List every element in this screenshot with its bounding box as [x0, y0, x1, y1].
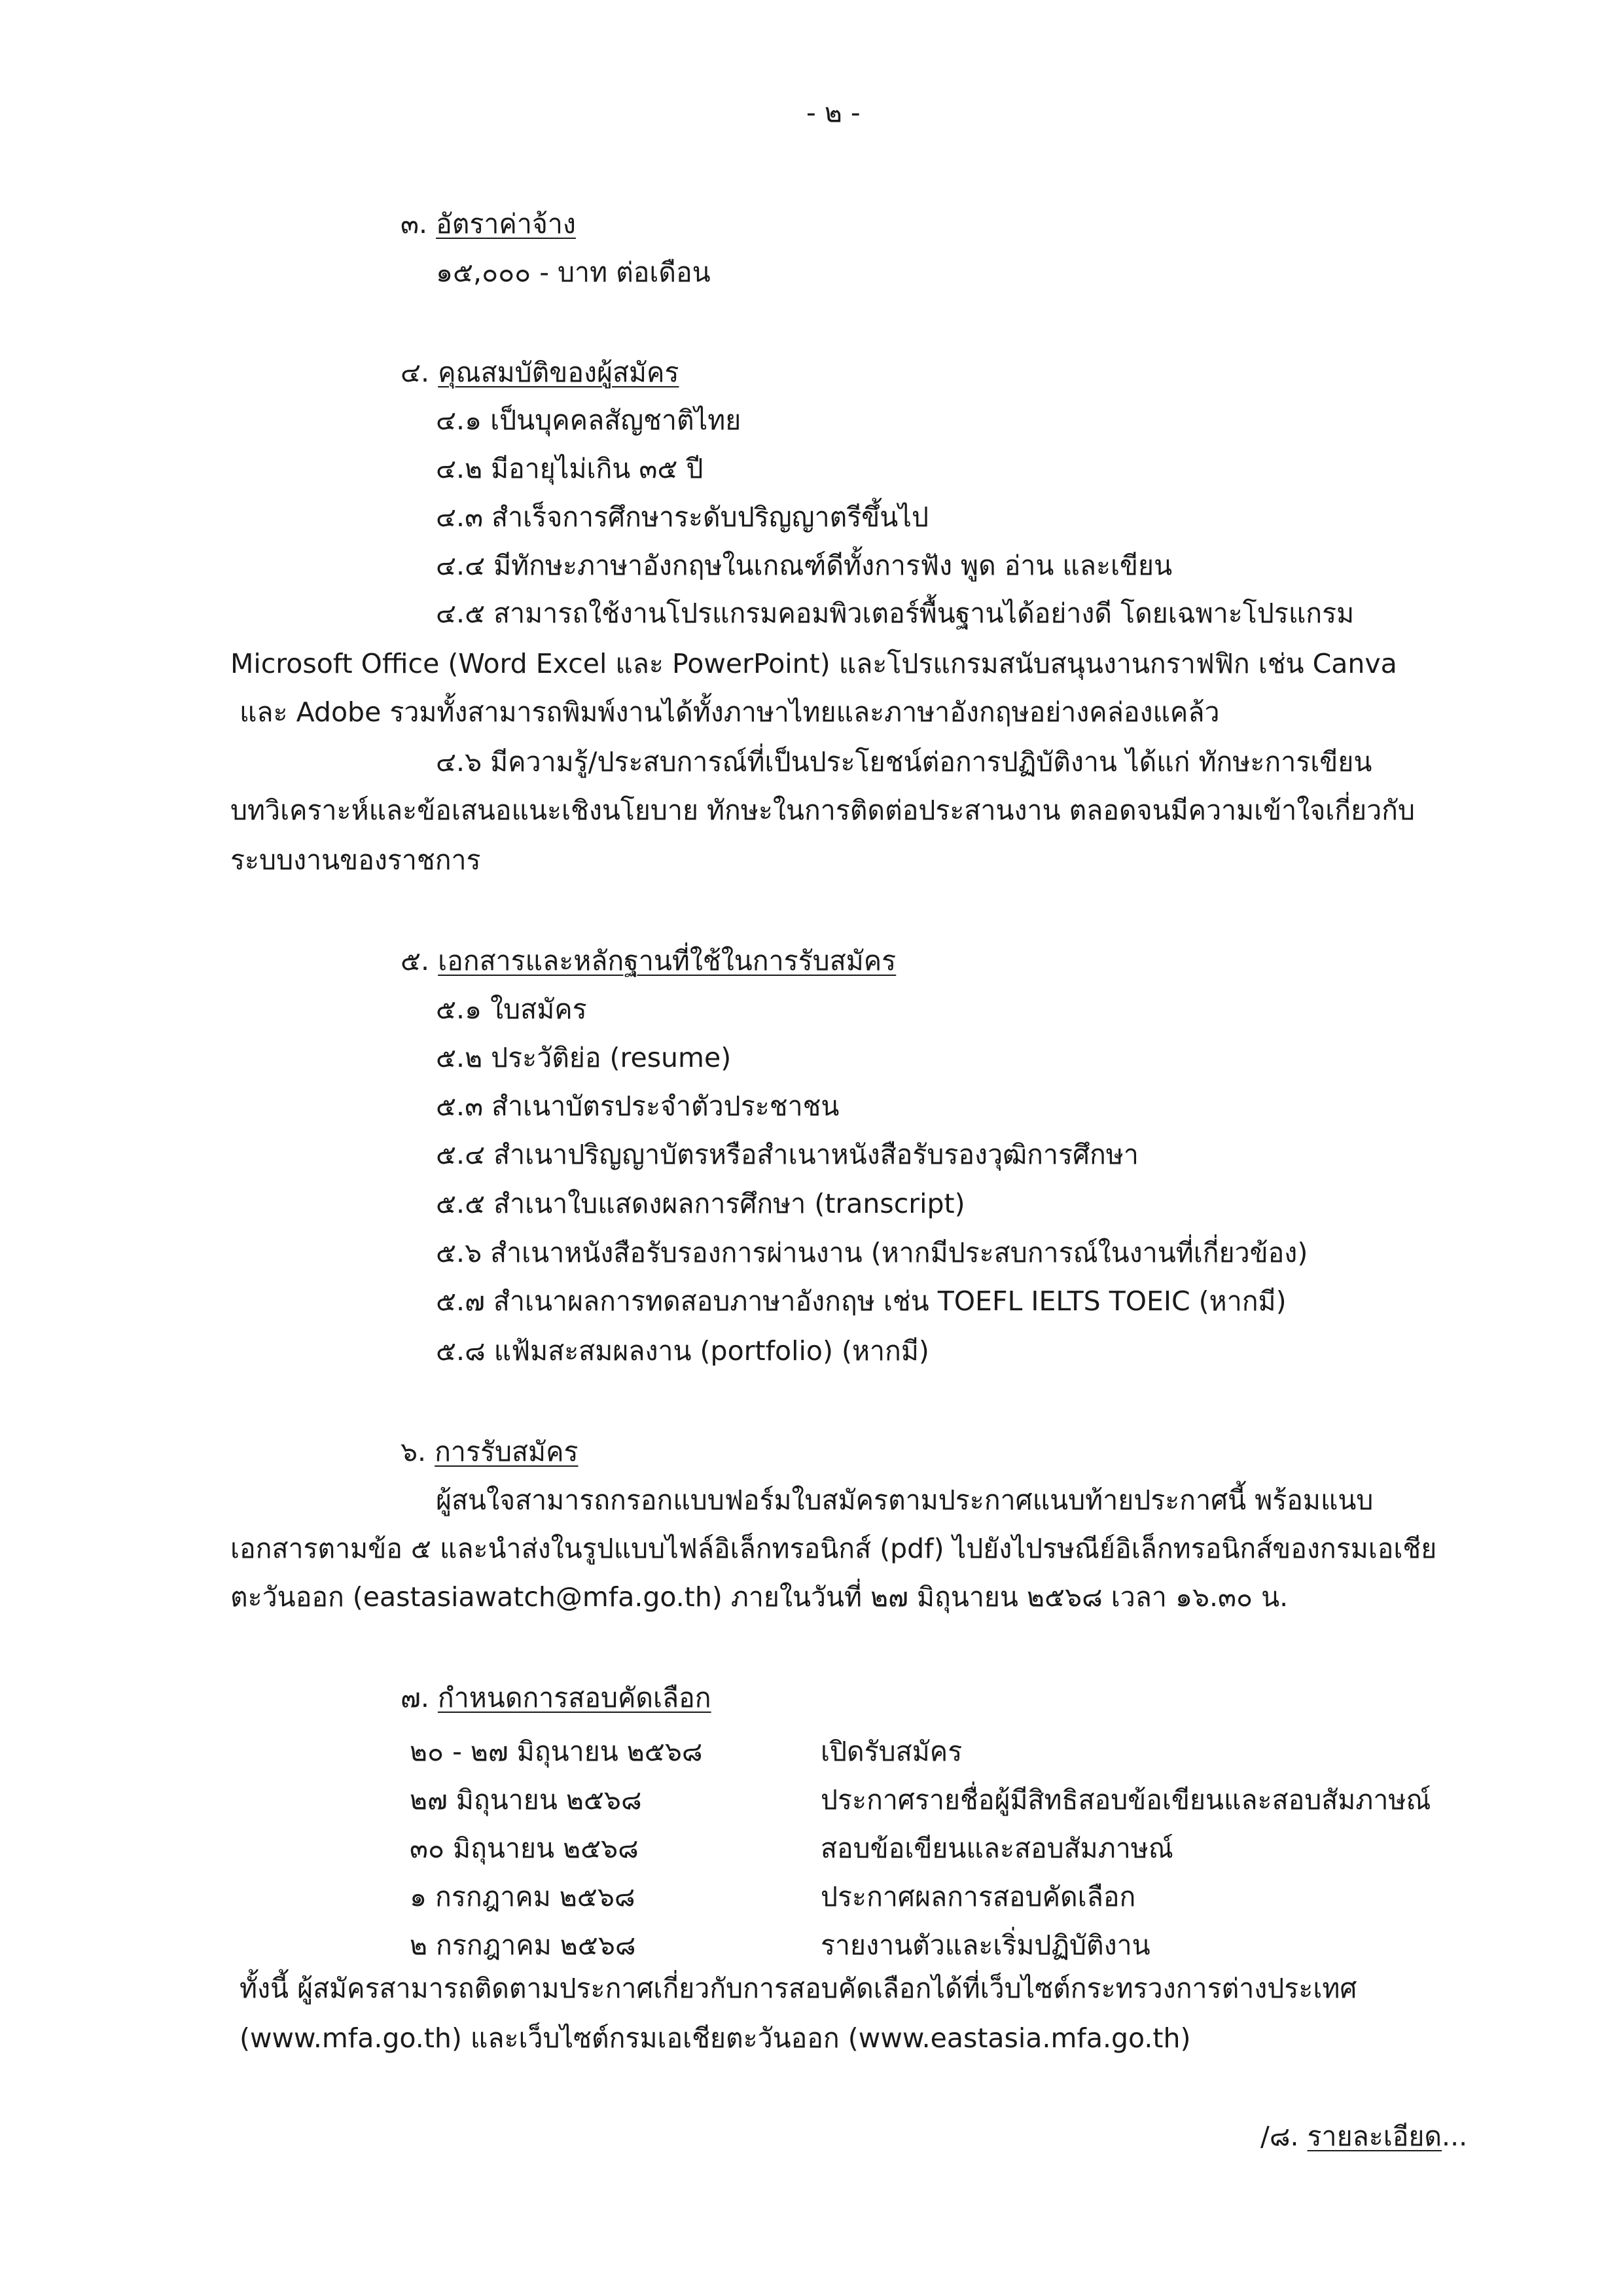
document-item: ๕.๓ สำเนาบัตรประจำตัวประชาชน: [436, 1090, 840, 1122]
qualification-item: ๔.๖ มีความรู้/ประสบการณ์ที่เป็นประโยชน์ต่อการปฏิบัติงาน ได้แก่ ทักษะการเขียน: [436, 746, 1372, 778]
page-number: - ๒ -: [806, 97, 861, 128]
schedule-date: ๑ กรกฎาคม ๒๕๖๘: [410, 1881, 635, 1912]
section-7-number: ๗.: [401, 1682, 429, 1713]
section-7-title: กำหนดการสอบคัดเลือก: [437, 1682, 711, 1713]
schedule-description: เปิดรับสมัคร: [821, 1736, 963, 1767]
schedule-note-line: (www.mfa.go.th) และเว็บไซต์กรมเอเชียตะวันออก (www.eastasia.mfa.go.th): [240, 2022, 1191, 2054]
wage-rate-line: ๑๕,๐๐๐ - บาท ต่อเดือน: [436, 257, 711, 288]
schedule-date: ๓๐ มิถุนายน ๒๕๖๘: [410, 1833, 639, 1864]
schedule-date: ๒๗ มิถุนายน ๒๕๖๘: [410, 1784, 642, 1816]
application-paragraph-line: ผู้สนใจสามารถกรอกแบบฟอร์มใบสมัครตามประกาศแนบท้ายประกาศนี้ พร้อมแนบ: [436, 1484, 1374, 1516]
qualification-item-continuation: และ Adobe รวมทั้งสามารถพิมพ์งานได้ทั้งภาษาไทยและภาษาอังกฤษอย่างคล่องแคล้ว: [240, 696, 1220, 728]
document-item: ๕.๗ สำเนาผลการทดสอบภาษาอังกฤษ เช่น TOEFL IELTS TOEIC (หากมี): [436, 1285, 1287, 1317]
section-6-heading: [401, 1436, 579, 1468]
schedule-description: ประกาศผลการสอบคัดเลือก: [821, 1881, 1136, 1912]
schedule-description: สอบข้อเขียนและสอบสัมภาษณ์: [821, 1833, 1173, 1864]
qualification-item: ๔.๔ มีทักษะภาษาอังกฤษในเกณฑ์ดีทั้งการฟัง พูด อ่าน และเขียน: [436, 550, 1173, 581]
section-3-heading: [401, 208, 576, 240]
schedule-description: ประกาศรายชื่อผู้มีสิทธิสอบข้อเขียนและสอบสัมภาษณ์: [821, 1784, 1431, 1816]
section-5-number: ๕.: [401, 945, 430, 977]
qualification-item-continuation: ระบบงานของราชการ: [230, 844, 481, 876]
qualification-item: ๔.๕ สามารถใช้งานโปรแกรมคอมพิวเตอร์พื้นฐานได้อย่างดี โดยเฉพาะโปรแกรม: [436, 598, 1355, 629]
document-item: ๕.๕ สำเนาใบแสดงผลการศึกษา (transcript): [436, 1188, 965, 1219]
section-6-title: การรับสมัคร: [435, 1436, 579, 1467]
document-item: ๕.๔ สำเนาปริญญาบัตรหรือสำเนาหนังสือรับรองวุฒิการศึกษา: [436, 1139, 1139, 1170]
next-page-indicator: [1260, 2121, 1467, 2153]
application-paragraph-line: เอกสารตามข้อ ๕ และนำส่งในรูปแบบไฟล์อิเล็กทรอนิกส์ (pdf) ไปยังไปรษณีย์อิเล็กทรอนิกส์ของกรมเอเชีย: [230, 1533, 1437, 1564]
document-item: ๕.๒ ประวัติย่อ (resume): [436, 1042, 732, 1073]
document-item: ๕.๘ แฟ้มสะสมผลงาน (portfolio) (หากมี): [436, 1335, 929, 1367]
qualification-item-continuation: บทวิเคราะห์และข้อเสนอแนะเชิงนโยบาย ทักษะในการติดต่อประสานงาน ตลอดจนมีความเข้าใจเกี่ยวกับ: [230, 795, 1416, 826]
qualification-item: ๔.๑ เป็นบุคคลสัญชาติไทย: [436, 404, 741, 436]
application-paragraph-line: ตะวันออก (eastasiawatch@mfa.go.th) ภายในวันที่ ๒๗ มิถุนายน ๒๕๖๘ เวลา ๑๖.๓๐ น.: [230, 1581, 1289, 1613]
section-3-title: อัตราค่าจ้าง: [436, 208, 576, 240]
next-page-prefix: /๘.: [1260, 2121, 1299, 2152]
next-page-label: รายละเอียด: [1307, 2121, 1442, 2152]
schedule-description: รายงานตัวและเริ่มปฏิบัติงาน: [821, 1929, 1150, 1961]
section-6-number: ๖.: [401, 1436, 427, 1467]
qualification-item: ๔.๒ มีอายุไม่เกิน ๓๕ ปี: [436, 453, 704, 484]
schedule-date: ๒ กรกฎาคม ๒๕๖๘: [410, 1929, 636, 1961]
section-3-number: ๓.: [401, 208, 428, 240]
qualification-item: ๔.๓ สำเร็จการศึกษาระดับปริญญาตรีขึ้นไป: [436, 501, 929, 533]
qualification-item-continuation: Microsoft Office (Word Excel และ PowerPoint) และโปรแกรมสนับสนุนงานกราฟฟิก เช่น Canva: [230, 648, 1397, 679]
section-4-heading: [401, 357, 679, 389]
schedule-note-line: ทั้งนี้ ผู้สมัครสามารถติดตามประกาศเกี่ยวกับการสอบคัดเลือกได้ที่เว็บไซต์กระทรวงการต่างประเทศ: [240, 1973, 1357, 2004]
document-item: ๕.๖ สำเนาหนังสือรับรองการผ่านงาน (หากมีประสบการณ์ในงานที่เกี่ยวข้อง): [436, 1237, 1308, 1268]
section-5-title: เอกสารและหลักฐานที่ใช้ในการรับสมัคร: [438, 945, 897, 977]
section-7-heading: [401, 1682, 711, 1714]
next-page-ellipsis: ...: [1442, 2121, 1468, 2152]
section-4-number: ๔.: [401, 357, 430, 388]
section-5-heading: [401, 945, 896, 977]
section-4-title: คุณสมบัติของผู้สมัคร: [438, 357, 679, 388]
document-item: ๕.๑ ใบสมัคร: [436, 994, 587, 1025]
schedule-date: ๒๐ - ๒๗ มิถุนายน ๒๕๖๘: [410, 1736, 703, 1767]
